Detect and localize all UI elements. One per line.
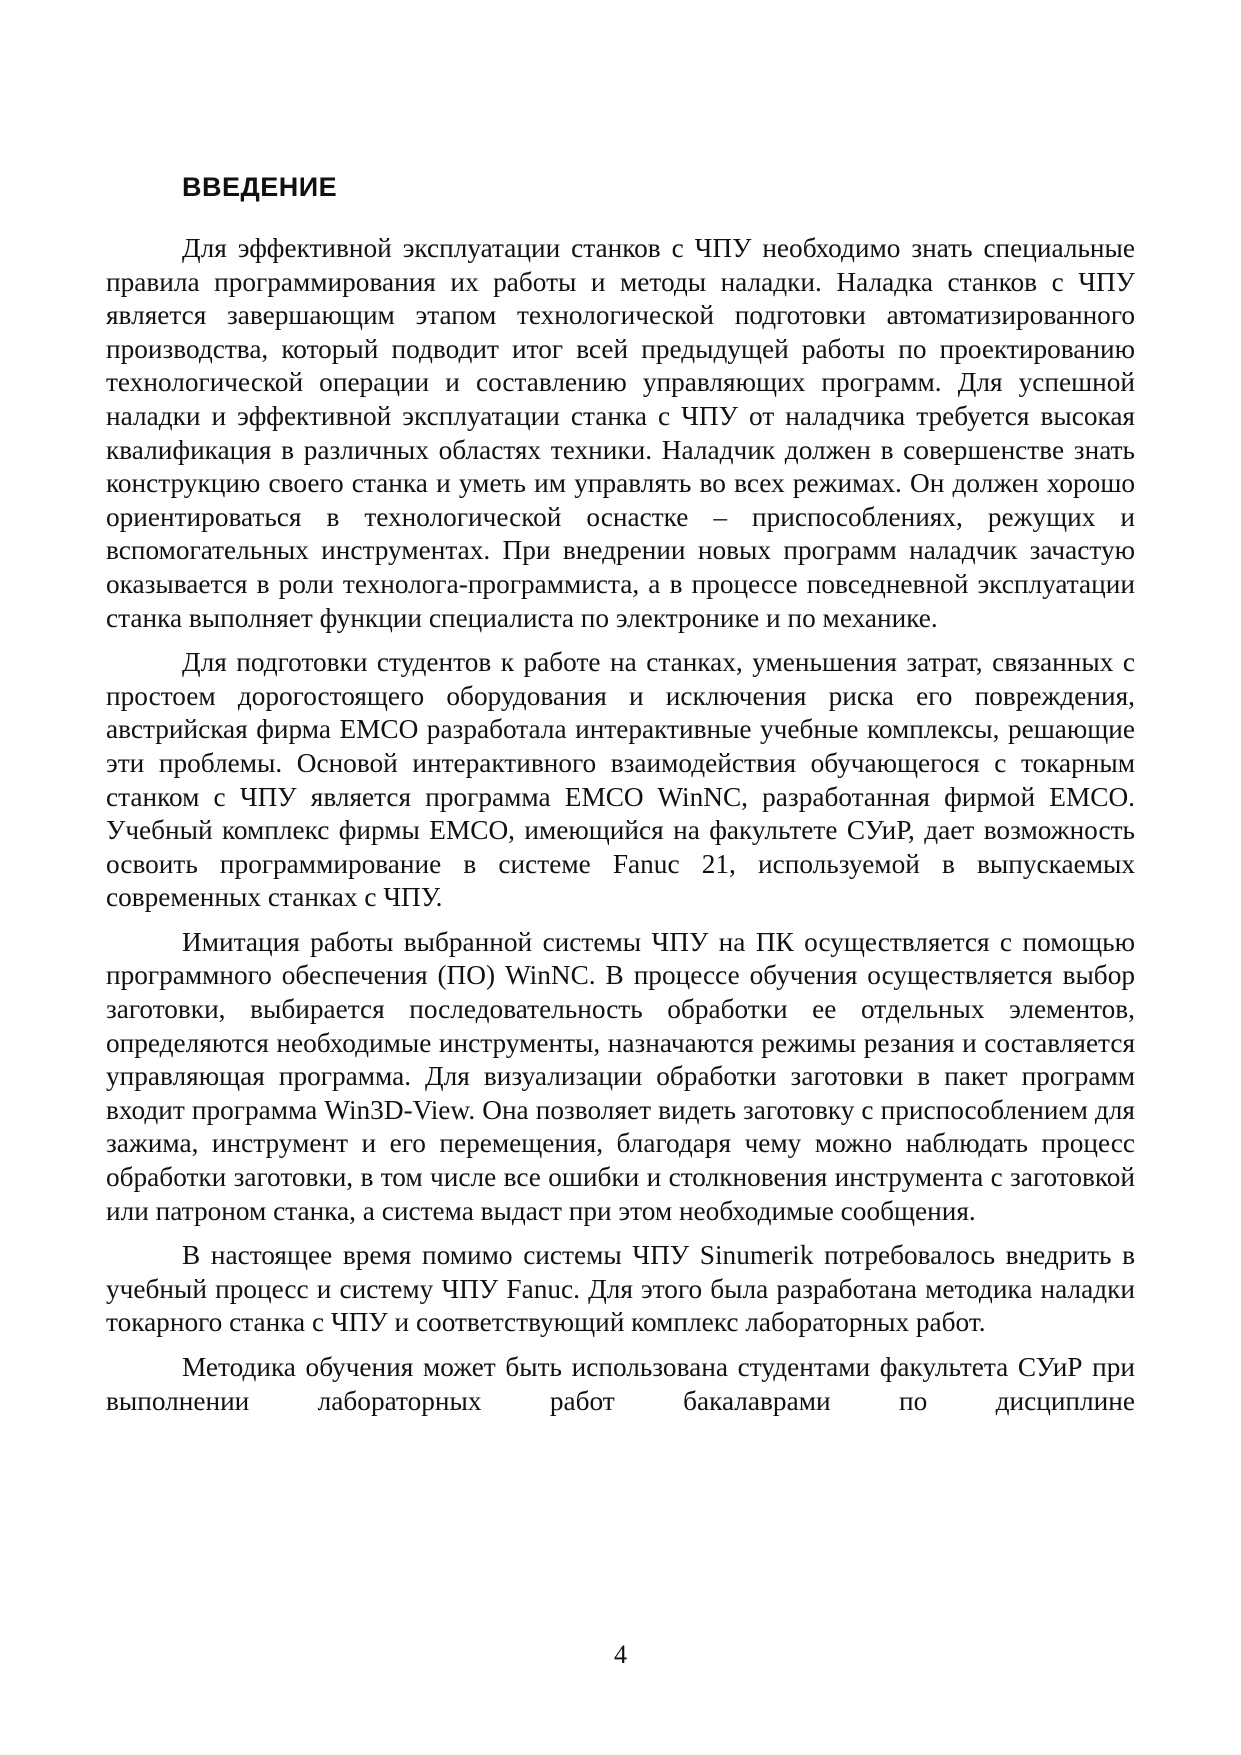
section-heading: ВВЕДЕНИЕ — [182, 172, 338, 202]
page-number: 4 — [614, 1640, 627, 1669]
paragraph-3: Имитация работы выбранной системы ЧПУ на ПК осуществляется с помощью программного обеспечения (ПО) WinNC. В процессе обучения осуществляется выбор заготовки, выбирается последовательность обработки ее отдельных элементов, определяются необходимые инструменты, назначаются режимы резания и составляется управляющая программа. Для визуализации обработки заготовки в пакет программ входит программа Win3D-View. Она позволяет видеть заготовку с приспособлением для зажима, инструмент и его перемещения, благодаря чему можно наблюдать процесс обработки заготовки, в том числе все ошибки и столкновения инструмента с заготовкой или патроном станка, а система выдаст при этом необходимые сообщения. — [106, 926, 1135, 1226]
body-text — [106, 232, 1135, 1418]
paragraph-2: Для подготовки студентов к работе на станках, уменьшения затрат, связанных с простоем дорогостоящего оборудования и исключения риска его повреждения, австрийская фирма EMCO разработала интерактивные учебные комплексы, решающие эти проблемы. Основой интерактивного взаимодействия обучающегося с токарным станком с ЧПУ является программа EMCO WinNC, разработанная фирмой EMCO. Учебный комплекс фирмы EMCO, имеющийся на факультете СУиР, дает возможность освоить программирование в системе Fanuc 21, используемой в выпускаемых современных станках с ЧПУ. — [106, 647, 1135, 913]
paragraph-4: В настоящее время помимо системы ЧПУ Sinumerik потребовалось внедрить в учебный процесс и систему ЧПУ Fanuc. Для этого была разработана методика наладки токарного станка с ЧПУ и соответствующий комплекс лабораторных работ. — [106, 1240, 1135, 1338]
paragraph-1: Для эффективной эксплуатации станков с ЧПУ необходимо знать специальные правила программирования их работы и методы наладки. Наладка станков с ЧПУ является завершающим этапом технологической подготовки автоматизированного производства, который подводит итог всей предыдущей работы по проектированию технологической операции и составлению управляющих программ. Для успешной наладки и эффективной эксплуатации станка с ЧПУ от наладчика требуется высокая квалификация в различных областях техники. Наладчик должен в совершенстве знать конструкцию своего станка и уметь им управлять во всех режимах. Он должен хорошо ориентироваться в технологической оснастке – приспособлениях, режущих и вспомогательных инструментах. При внедрении новых программ наладчик зачастую оказывается в роли технолога-программиста, а в процессе повседневной эксплуатации станка выполняет функции специалиста по электронике и по механике. — [106, 233, 1135, 633]
paragraph-5: Методика обучения может быть использована студентами факультета СУиР при выполнении лабораторных работ бакалаврами по дисциплине — [106, 1352, 1135, 1416]
